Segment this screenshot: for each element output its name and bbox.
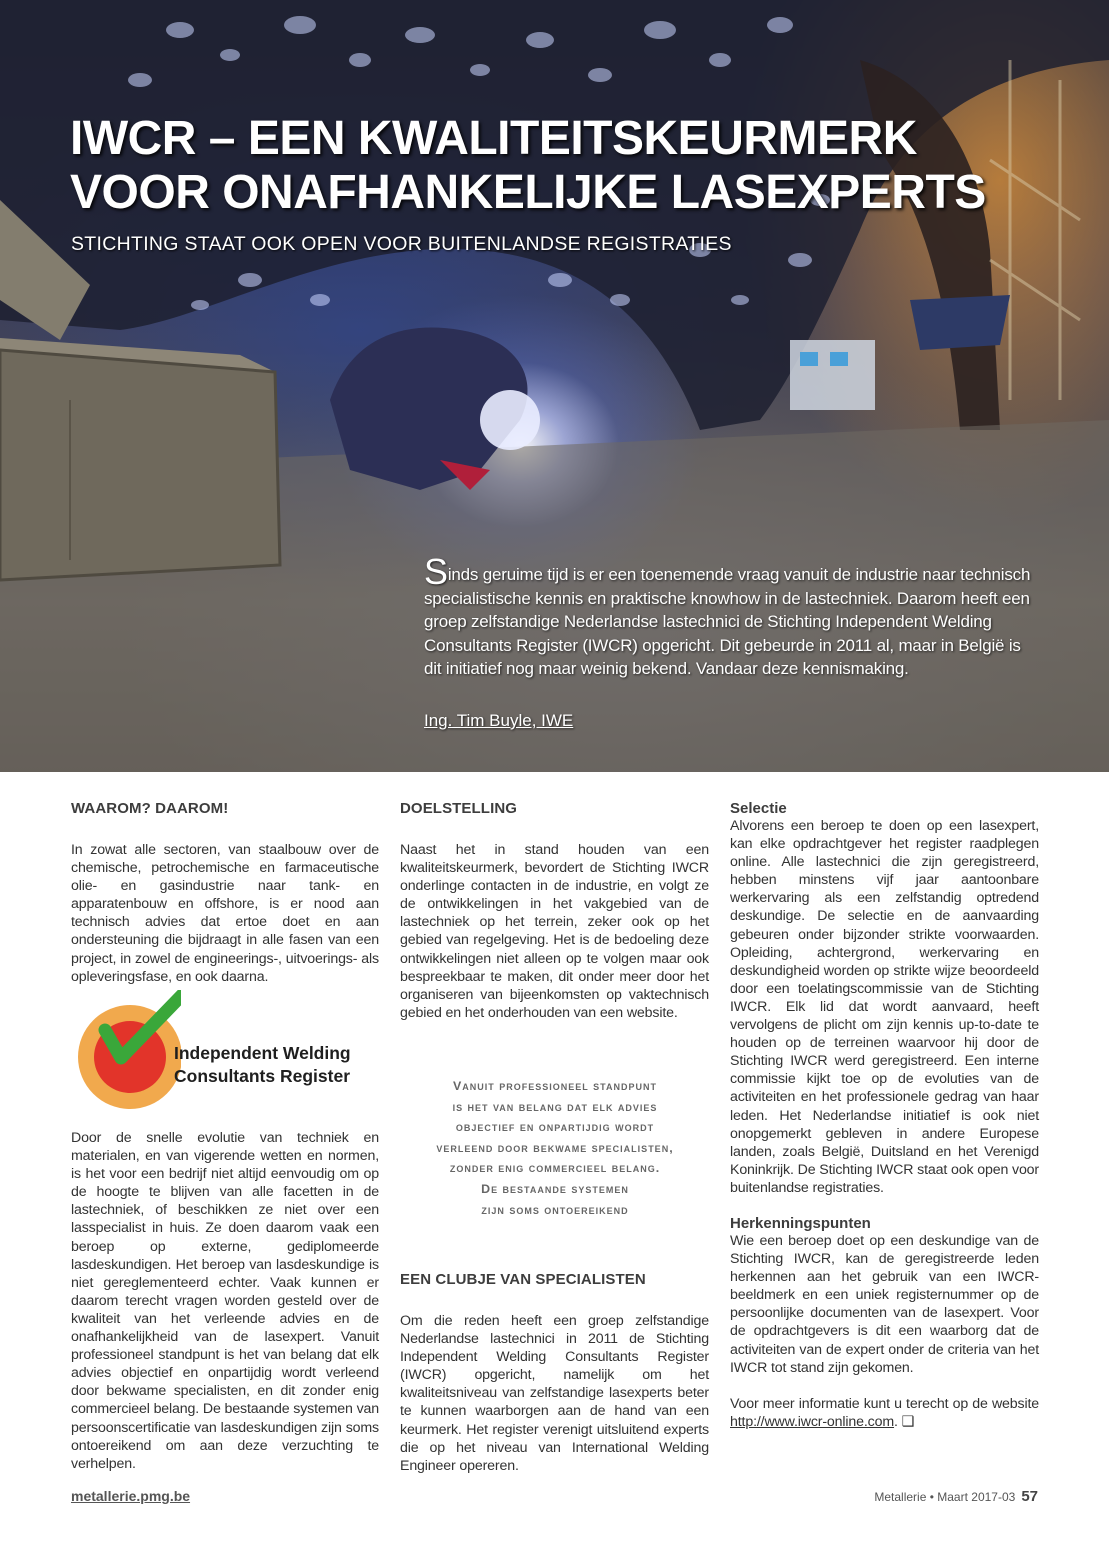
hero-image: [0, 0, 1109, 772]
iwcr-logo-icon: [71, 990, 181, 1115]
meer-info-text: Voor meer informatie kunt u terecht op de website: [730, 1395, 1039, 1412]
end-mark: . ❑: [894, 1413, 915, 1430]
pull-quote-line: is het van belang dat elk advies: [452, 1099, 658, 1114]
footer-issue: [874, 1488, 1038, 1505]
column-3: [730, 800, 1039, 1431]
pull-quote-line: verleend door bekwame specialisten,: [436, 1140, 674, 1155]
paragraph-waarom-1: In zowat alle sectoren, van staalbouw over de chemische, petrochemische en farmaceutische olie- en gasindustrie naar tank- en apparatenbouw en offshore, is er nood aan technisch advies dat ertoe doet en aan ondersteuning die bijdraagt in alle fasen van een project, in zowel de engineerings-, uitvoerings- als opleveringsfase, en ook daarna.: [71, 842, 379, 985]
paragraph-selectie: Alvorens een beroep te doen op een lasexpert, kan elke opdrachtgever het register raadplegen online. Alle lastechnici die zijn geregistreerd, hebben minstens vijf jaar aantoonbare werkervaring als een zelfstandig optredend deskundige. De selectie en de aanvaarding gebeuren onder bijzonder strikte voorwaarden. Opleiding, achtergrond, werkervaring en deskundigheid worden op strikte wijze beoordeeld door een toelatingscommissie van de Stichting IWCR. Elk lid dat wordt aanvaard, heeft vervolgens de plicht om zijn kennis up-to-date te houden op de terreinen waarvoor hij door de Stichting IWCR werd geregistreerd. Een interne commissie kijkt toe op de evoluties van de activiteiten en het professionele gedrag van haar leden. Het Nederlandse initiatief is ook niet onopgemerkt gebleven in andere Europese landen, zoals België, Duitsland en het Verenigd Koninkrijk. De Stichting IWCR staat ook open voor buitenlandse registraties.: [730, 818, 1039, 1196]
intro-dropcap: S: [424, 551, 448, 592]
pull-quote-line: zijn soms ontoereikend: [481, 1202, 629, 1217]
column-2: [400, 800, 709, 1022]
subheading-herkenningspunten: Herkenningspunten: [730, 1214, 871, 1232]
iwcr-website-link[interactable]: http://www.iwcr-online.com: [730, 1413, 895, 1430]
paragraph-meer-info: [730, 1395, 1039, 1431]
section-heading-waarom: WAAROM? DAAROM!: [71, 800, 229, 817]
subheading-selectie: Selectie: [730, 800, 787, 817]
column-1: [71, 800, 379, 986]
footer-site-link[interactable]: metallerie.pmg.be: [71, 1488, 191, 1504]
article-title: [70, 112, 1030, 220]
column-2-lower: [400, 1271, 709, 1475]
section-heading-doelstelling: DOELSTELLING: [400, 800, 518, 817]
section-heading-clubje: EEN CLUBJE VAN SPECIALISTEN: [400, 1271, 646, 1288]
page-number: 57: [1021, 1488, 1038, 1505]
pull-quote-line: De bestaande systemen: [481, 1181, 629, 1196]
footer-publication: Metallerie • Maart 2017-03: [874, 1490, 1016, 1504]
pull-quote-line: Vanuit professioneel standpunt: [453, 1079, 657, 1093]
paragraph-doelstelling: Naast het in stand houden van een kwaliteitskeurmerk, bevordert de Stichting IWCR onderlinge contacten in de industrie, en volgt ze de ontwikkelingen in het vakgebied van de lastechniek op het terrein, zeker ook op het gebied van regelgeving. Het is de bedoeling deze ontwikkelingen niet alleen op te volgen maar ook bespreekbaar te maken, dit onder meer door het organiseren van bijeenkomsten op vaktechnisch gebied en het onderhouden van een website.: [400, 842, 709, 1021]
pull-quote-line: objectief en onpartijdig wordt: [455, 1120, 655, 1135]
title-line-1: IWCR – EEN KWALITEITSKEURMERK: [70, 112, 917, 165]
column-1-lower: [71, 1129, 379, 1473]
intro-text: inds geruime tijd is er een toenemende vraag vanuit de industrie naar technisch specialistische kennis en praktische knowhow in de lastechniek. Daarom heeft een groep zelfstandige Nederlandse lastechnici de Stichting Independent Welding Consultants Register (IWCR) opgericht. Dit gebeurde in 2011 al, maar in België is dit initiatief nog maar weinig bekend. Vandaar deze kennismaking.: [424, 565, 1031, 678]
paragraph-herkenningspunten: Wie een beroep doet op een deskundige van de Stichting IWCR, kan de geregistreerde leden herkennen aan het gebruik van een IWCR-beeldmerk en een uniek registernummer op de persoonlijke documenten van de lasexpert. Voor de opdrachtgevers is dit een waarborg dat de activiteiten van de expert onder de criteria van het IWCR tot stand zijn gekomen.: [730, 1232, 1039, 1376]
logo-line-2: Consultants Register: [174, 1066, 350, 1086]
article-subtitle: STICHTING STAAT OOK OPEN VOOR BUITENLANDSE REGISTRATIES: [71, 233, 732, 255]
paragraph-clubje: Om die reden heeft een groep zelfstandige Nederlandse lastechnici in 2011 de Stichting Independent Welding Consultants Register (IWCR) opgericht, namelijk om het kwaliteitsniveau van zelfstandige lasexperts beter te kunnen waarborgen aan de hand van een keurmerk. Het register verenigt uitsluitend experts die op het niveau van International Welding Engineer opereren.: [400, 1313, 709, 1474]
title-line-2: VOOR ONAFHANKELIJKE LASEXPERTS: [70, 166, 986, 219]
logo-line-1: Independent Welding: [174, 1043, 351, 1063]
pull-quote-line: zonder enig commercieel belang.: [449, 1161, 661, 1176]
intro-paragraph: [424, 551, 1036, 681]
paragraph-waarom-2: Door de snelle evolutie van techniek en materialen, en van vigerende wetten en normen, is het voor een bedrijf niet altijd eenvoudig om op de hoogte te blijven van alle facetten in de lastechniek, of beschikken ze niet over een lasspecialist in huis. Ze doen daarom vaak een beroep op externe, gediplomeerde lasdeskundigen. Het beroep van lasdeskundige is niet gereglementeerd echter. Vaak kunnen er daarom terecht vragen worden gesteld over de kwaliteit van het verleende advies en de onafhankelijkheid van de lasexpert. Vanuit professioneel standpunt is het van belang dat elk advies objectief en onpartijdig wordt verleend door bekwame specialisten, en dit zonder enig commercieel belang. De bestaande systemen van persoonscertificatie van lasdeskundigen zijn soms ontoereikend om aan deze verzuchting te verhelpen.: [71, 1130, 379, 1472]
iwcr-logo: [71, 990, 381, 1115]
pull-quote: [405, 1076, 705, 1220]
author-byline: Ing. Tim Buyle, IWE: [424, 711, 574, 730]
iwcr-logo-wordmark: [174, 1042, 389, 1088]
